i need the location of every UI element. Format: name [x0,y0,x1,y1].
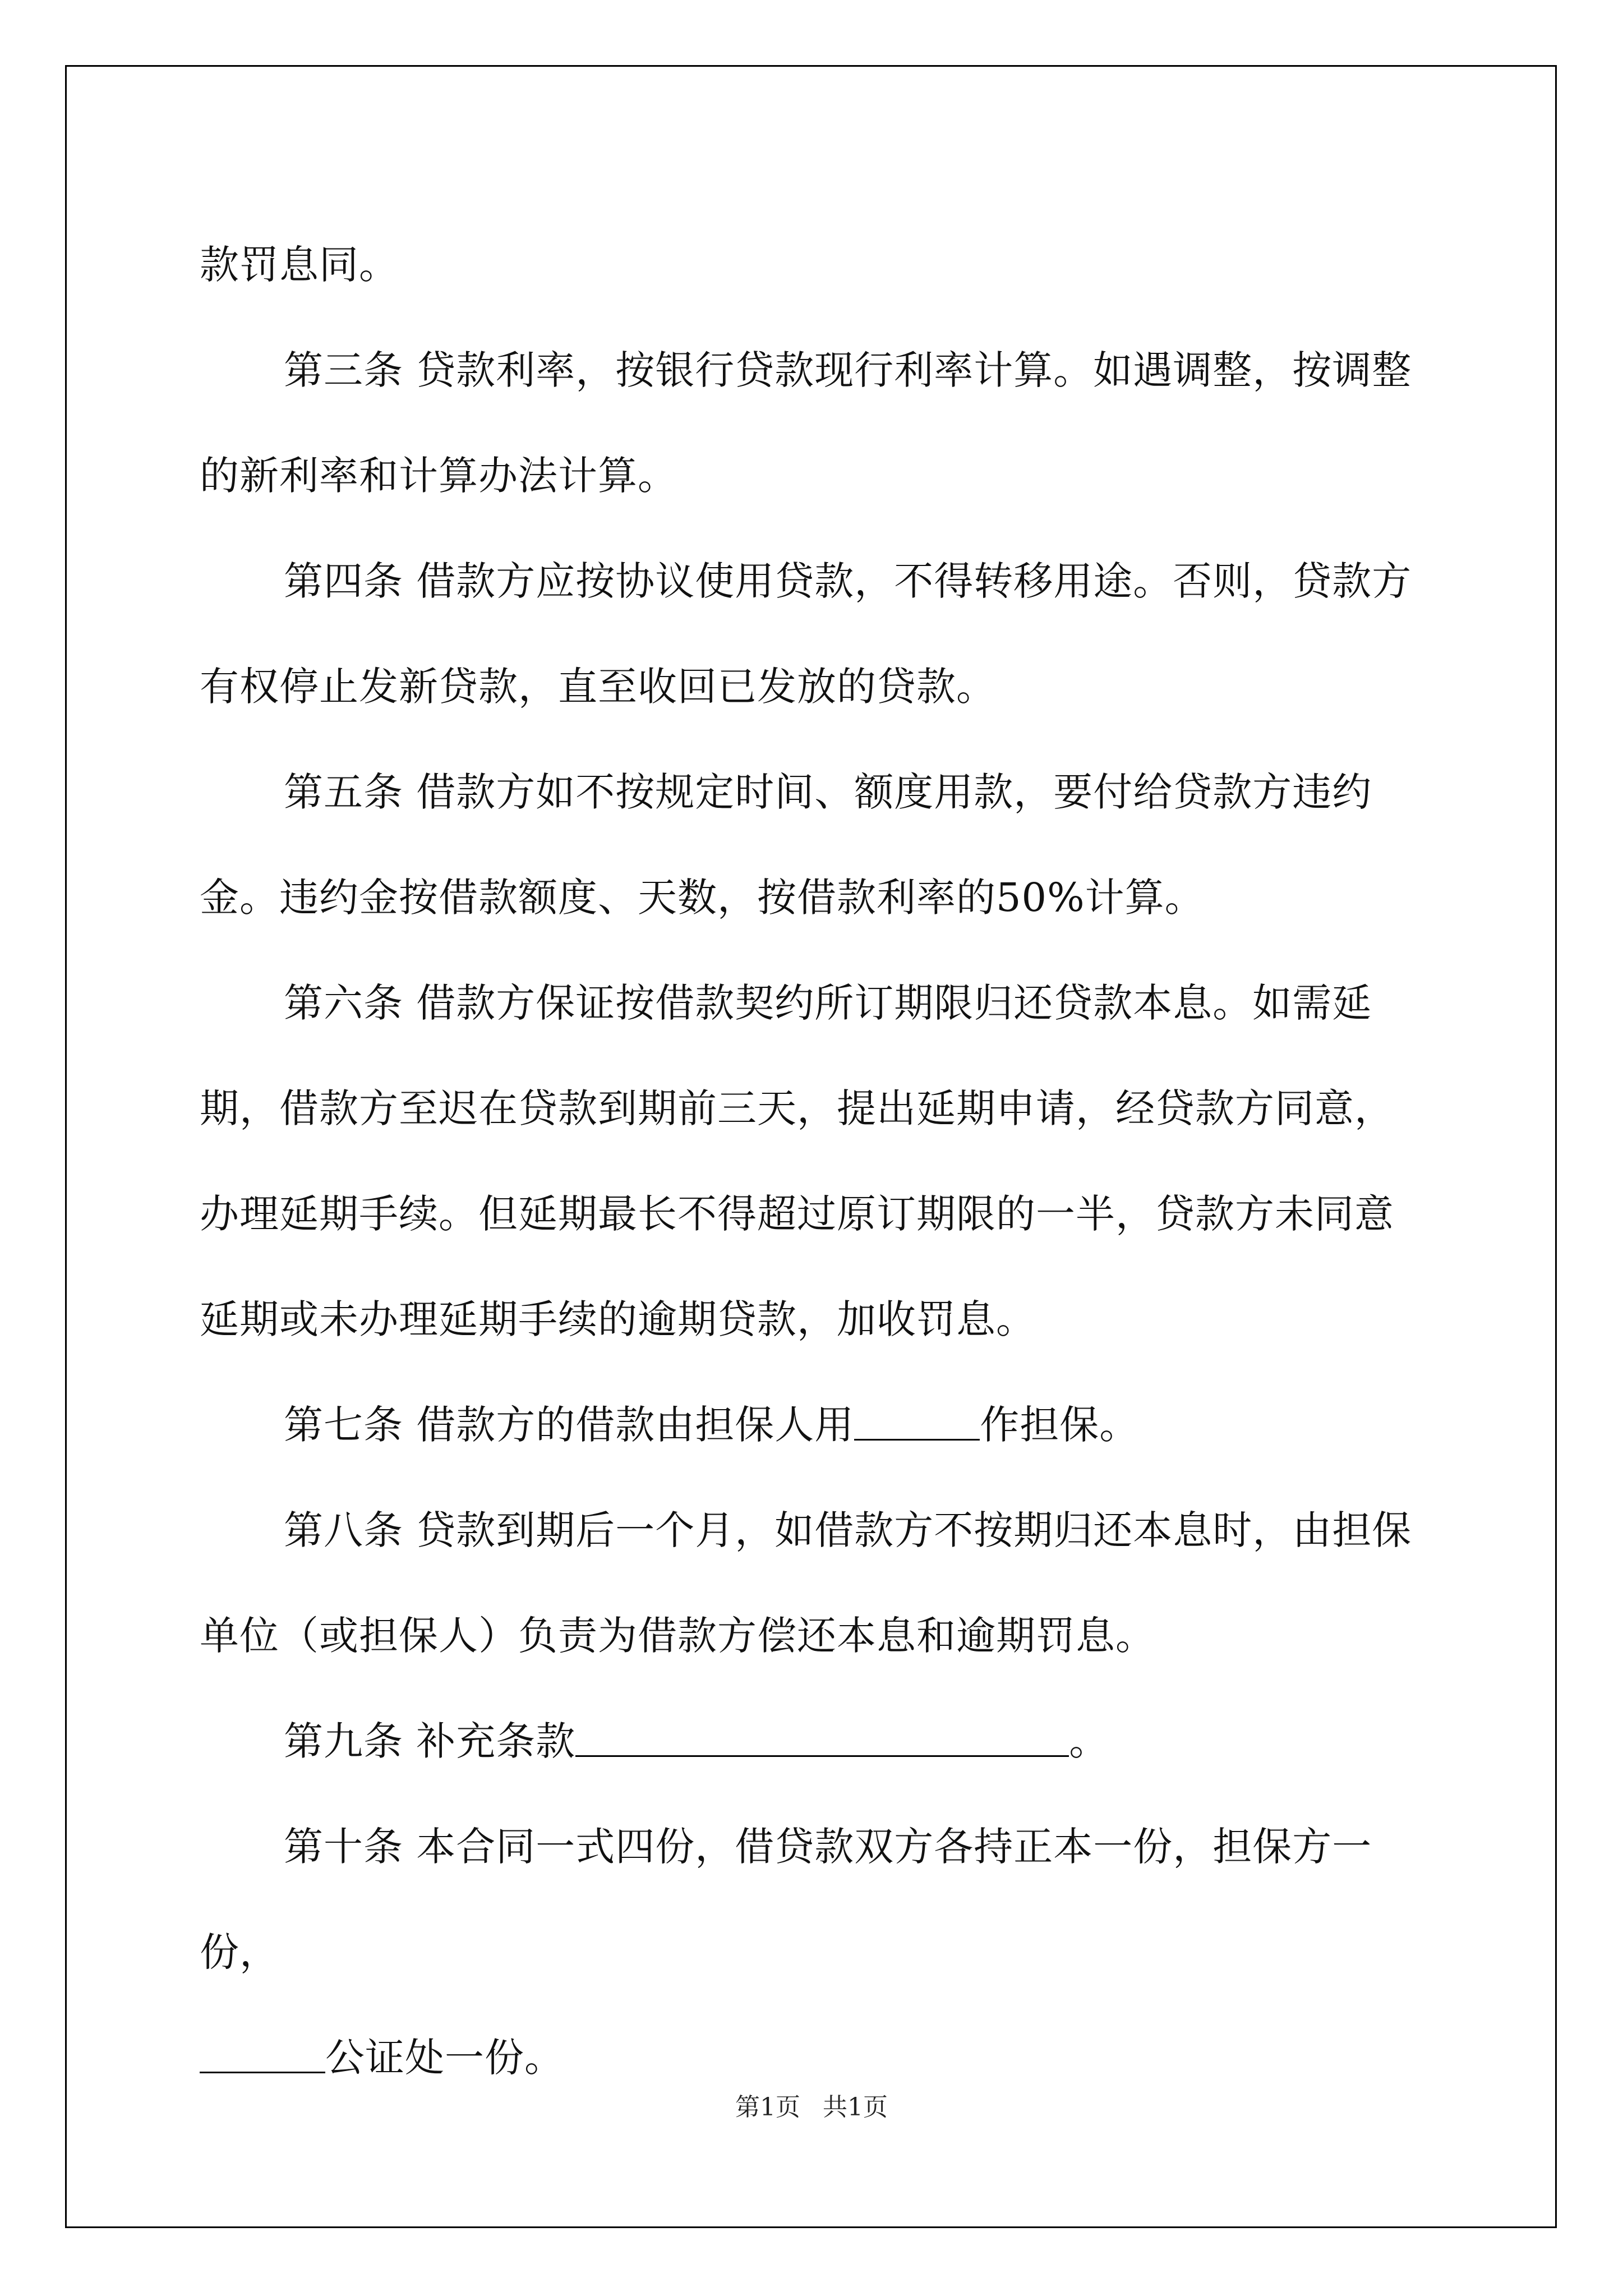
guarantee-blank [854,1402,980,1441]
article-9-text: 第九条 补充条款 [284,1718,576,1764]
article-7 [200,1372,1423,1478]
page-footer [0,2087,1623,2123]
document-body [200,212,1423,2110]
article-3: 第三条 贷款利率，按银行贷款现行利率计算。如遇调整，按调整的新利率和计算办法计算。 [200,347,1412,499]
article-7-tail: 作担保。 [980,1402,1140,1448]
article-9-tail: 。 [1069,1718,1109,1764]
article-9 [200,1688,1423,1794]
paragraph-continuation: 款罚息同。 [200,242,399,288]
article-5: 第五条 借款方如不按规定时间、额度用款，要付给贷款方违约金。违约金按借款额度、天数，按借款利率的50%计算。 [200,769,1372,921]
notary-blank [200,2035,325,2073]
article-10-tail: 公证处一份。 [325,2035,564,2081]
page-number: 第1页 [735,2093,800,2122]
article-6: 第六条 借款方保证按借款契约所订期限归还贷款本息。如需延期，借款方至迟在贷款到期前三天，提出延期申请，经贷款方同意，办理延期手续。但延期最长不得超过原订期限的一半，贷款方未同意延期或未办理延期手续的逾期贷款，加收罚息。 [200,980,1394,1342]
article-10: 第十条 本合同一式四份，借贷款双方各持正本一份，担保方一份， [200,1824,1372,1975]
article-4: 第四条 借款方应按协议使用贷款，不得转移用途。否则，贷款方有权停止发新贷款，直至收回已发放的贷款。 [200,558,1412,710]
page-total: 共1页 [823,2093,888,2122]
article-8: 第八条 贷款到期后一个月，如借款方不按期归还本息时，由担保单位（或担保人）负责为借款方偿还本息和逾期罚息。 [200,1507,1412,1659]
article-7-text: 第七条 借款方的借款由担保人用 [284,1402,855,1448]
supplementary-terms-blank [575,1718,1069,1757]
